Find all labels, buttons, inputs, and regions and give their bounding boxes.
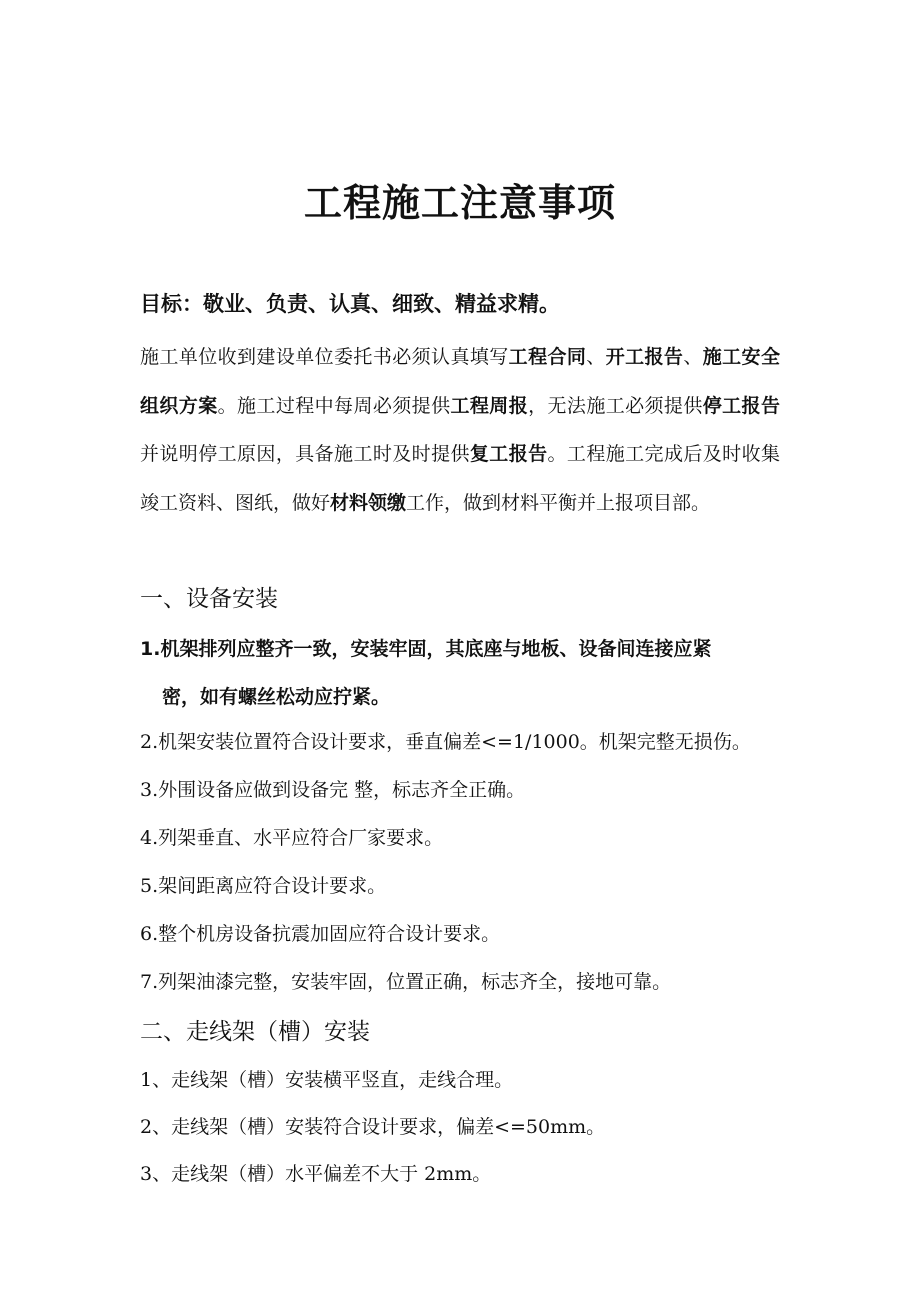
- intro-emphasis: 材料领缴: [330, 491, 407, 514]
- intro-text: 。工程施工完成后及时收集竣工资料、图纸，做好: [140, 443, 780, 514]
- intro-emphasis: 施工安全组织方案: [140, 346, 780, 417]
- list-item: 4.列架垂直、水平应符合厂家要求。: [140, 827, 444, 849]
- intro-emphasis: 工程周报: [450, 394, 529, 417]
- list-item: 5.架间距离应符合设计要求。: [140, 875, 387, 897]
- intro-emphasis: 复工报告: [469, 443, 548, 465]
- list-item: 2、走线架（槽）安装符合设计要求，偏差<=50mm。: [140, 1116, 606, 1138]
- list-item: 7.列架油漆完整，安装牢固，位置正确，标志齐全，接地可靠。: [140, 971, 672, 993]
- list-item: 1、走线架（槽）安装横平竖直，走线合理。: [140, 1069, 514, 1091]
- list-item: 2.机架安装位置符合设计要求，垂直偏差<=1/1000。机架完整无损伤。: [140, 731, 751, 753]
- intro-text: 、: [586, 346, 606, 368]
- page-title: 工程施工注意事项: [303, 181, 616, 225]
- intro-text: 工作，做到材料平衡并上报项目部。: [406, 491, 711, 514]
- goal-statement: 目标：敬业、负责、认真、细致、精益求精。: [140, 292, 560, 316]
- intro-text: 。施工过程中每周必须提供: [217, 394, 451, 417]
- list-item: 3.外围设备应做到设备完 整，标志齐全正确。: [140, 779, 526, 801]
- section-heading-cable-tray: 二、走线架（槽）安装: [140, 1019, 370, 1045]
- section-heading-equipment: 一、设备安装: [140, 586, 278, 612]
- list-item: 3、走线架（槽）水平偏差不大于 2mm。: [140, 1163, 492, 1185]
- intro-emphasis: 停工报告: [702, 394, 780, 417]
- list-item-line: 1.机架排列应整齐一致，安装牢固，其底座与地板、设备间连接应紧: [140, 638, 712, 660]
- list-item: 6.整个机房设备抗震加固应符合设计要求。: [140, 923, 501, 945]
- intro-emphasis: 工程合同: [508, 346, 587, 368]
- intro-text: 施工单位收到建设单位委托书必须认真填写: [140, 346, 509, 368]
- list-item-bold: [140, 625, 785, 721]
- intro-paragraph: [140, 333, 780, 527]
- intro-text: 、: [683, 346, 703, 368]
- intro-emphasis: 开工报告: [605, 346, 684, 368]
- list-item-line: 密，如有螺丝松动应拧紧。: [162, 686, 391, 708]
- intro-text: ，无法施工必须提供: [528, 394, 703, 417]
- intro-text: 并说明停工原因，具备施工时及时提供: [140, 443, 470, 465]
